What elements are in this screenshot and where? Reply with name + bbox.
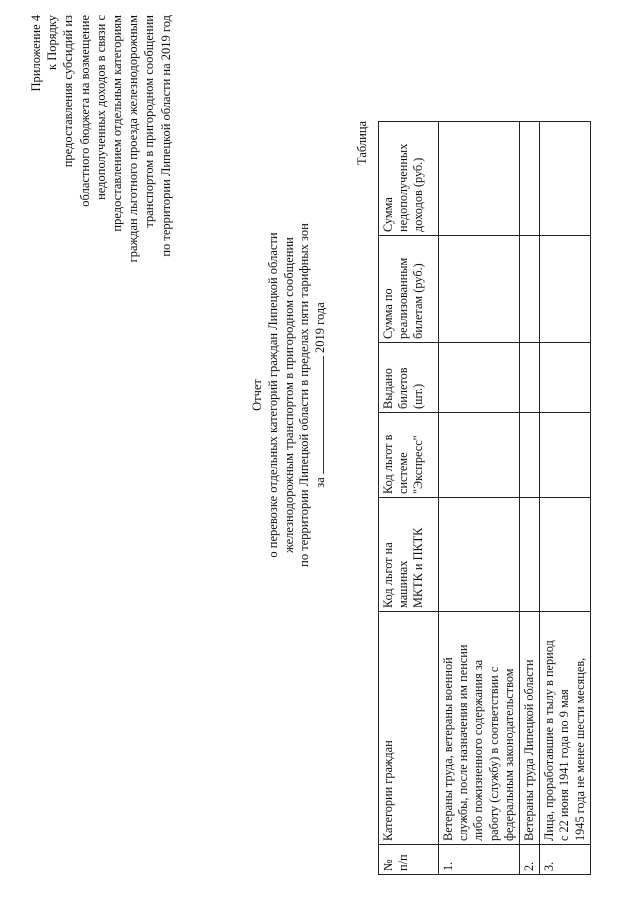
row-number: 1.	[439, 845, 520, 875]
empty-cell	[520, 122, 540, 236]
report-line: по территории Липецкой области в пределах пяти тарифных зон	[297, 223, 312, 567]
appendix-line: транспортом в пригородном сообщении	[142, 15, 157, 228]
empty-cell	[520, 498, 540, 612]
empty-cell	[520, 236, 540, 343]
appendix-line: областного бюджета на возмещение	[77, 15, 92, 207]
header-cell-express-code: Код льгот в системе "Экспресс"	[379, 413, 439, 498]
appendix-line: недополученных доходов в связи с	[93, 15, 108, 200]
period-suffix: 2019 года	[313, 302, 328, 353]
report-title: Отчет	[250, 379, 264, 411]
appendix-line: по территории Липецкой области на 2019 год	[158, 15, 173, 257]
empty-cell	[439, 236, 520, 343]
appendix-line: предоставления субсидий из	[61, 15, 76, 168]
empty-cell	[439, 413, 520, 498]
empty-cell	[439, 498, 520, 612]
appendix-block	[28, 15, 174, 345]
appendix-line: предоставлением отдельным категориям	[110, 15, 125, 232]
empty-cell	[540, 122, 591, 236]
report-table	[378, 121, 591, 875]
report-heading	[250, 135, 329, 655]
empty-cell	[540, 498, 591, 612]
appendix-line: к Порядку	[45, 15, 60, 70]
row-number: 2.	[520, 845, 540, 875]
empty-cell	[520, 413, 540, 498]
appendix-line: Приложение 4	[29, 15, 43, 92]
header-cell-tickets-issued: Выдано билетов (шт.)	[379, 343, 439, 413]
header-cell-number: № п/п	[379, 845, 439, 875]
empty-cell	[540, 413, 591, 498]
empty-cell	[520, 343, 540, 413]
header-cell-sold-sum: Сумма по реализованным билетам (руб.)	[379, 236, 439, 343]
report-period	[313, 135, 329, 655]
header-cell-category: Категории граждан	[379, 612, 439, 845]
table-label: Таблица	[355, 120, 369, 165]
table-row	[439, 122, 520, 875]
table-row	[520, 122, 540, 875]
report-line: железнодорожным транспортом в пригородном сообщении	[281, 237, 296, 553]
empty-cell	[540, 236, 591, 343]
report-line: о перевозке отдельных категорий граждан Липецкой области	[265, 232, 280, 558]
table-header-row	[379, 122, 439, 875]
header-cell-lost-income: Сумма недополученных доходов (руб.)	[379, 122, 439, 236]
period-prefix: за	[313, 477, 328, 488]
empty-cell	[540, 343, 591, 413]
empty-cell	[439, 343, 520, 413]
appendix-line: граждан льготного проезда железнодорожным	[126, 15, 141, 263]
row-category: Ветераны труда Липецкой области	[520, 612, 540, 845]
empty-cell	[439, 122, 520, 236]
period-blank	[313, 356, 324, 474]
row-category: Ветераны труда, ветераны военной службы, после назначения им пенсии либо пожизненного содержания за работу (службу) в соответствии с федеральным законодательством	[439, 612, 520, 845]
row-category: Лица, проработавшие в тылу в период с 22 июня 1941 года по 9 мая 1945 года не менее шести месяцев,	[540, 612, 591, 845]
row-number: 3.	[540, 845, 591, 875]
header-cell-mktk-code: Код льгот на машинах МКТК и ПКТК	[379, 498, 439, 612]
table-row	[540, 122, 591, 875]
